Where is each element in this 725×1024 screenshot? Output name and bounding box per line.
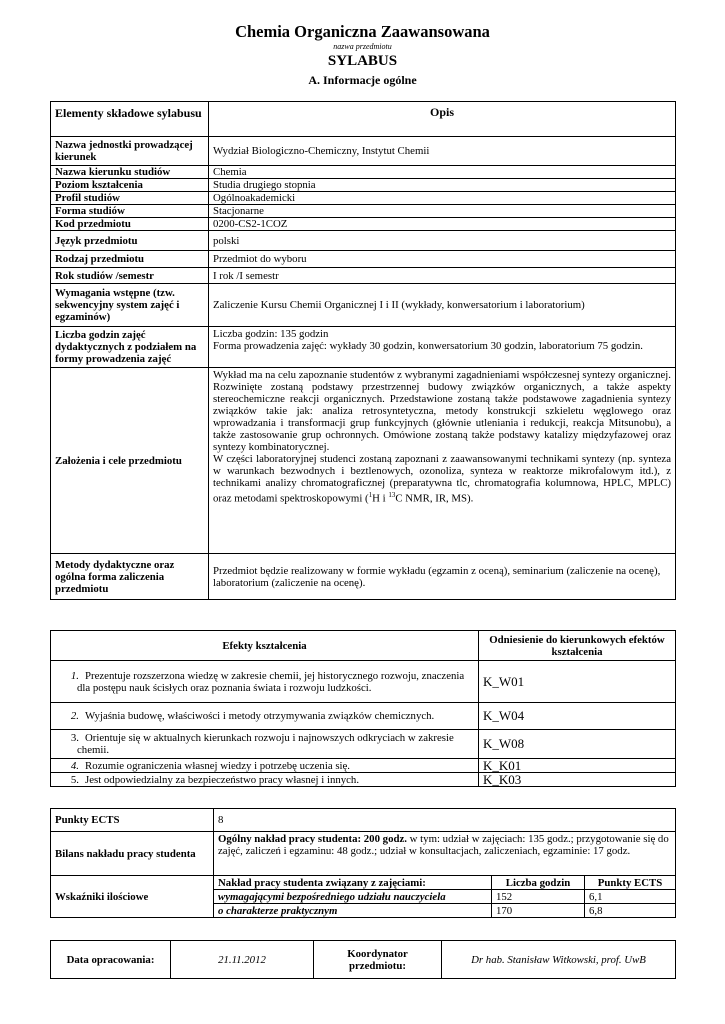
outcome-text: 4. Rozumie ograniczenia własnej wiedzy i potrzebę uczenia się. [51,759,479,773]
page-subtitle: nazwa przedmiotu [333,42,392,51]
row-value: 0200-CS2-1COZ [209,218,676,231]
row-value: Przedmiot będzie realizowany w formie wykładu (egzamin z oceną), seminarium (zaliczenie na ocenę), laboratorium (zaliczenie na ocenę). [209,554,676,600]
row-label: Nazwa jednostki prowadzącej kierunek [51,137,209,166]
outcome-text: 3. Orientuje się w aktualnych kierunkach rozwoju i najnowszych odkryciach w zakresie chemii. [51,730,479,759]
row-value: Stacjonarne [209,205,676,218]
ind-row-ects: 6,8 [585,904,676,918]
row-label: Profil studiów [51,192,209,205]
outcome-text: 5. Jest odpowiedzialny za bezpieczeństwo pracy własnej i innych. [51,773,479,787]
section-heading-a: A. Informacje ogólne [308,73,417,87]
outcome-ref: K_W08 [479,730,676,759]
indicators-label: Wskaźniki ilościowe [51,876,214,918]
ects-value: 8 [214,809,676,832]
row-label: Forma studiów [51,205,209,218]
coordinator-label: Koordynator przedmiotu: [314,941,442,979]
outcome-text: 2. Wyjaśnia budowę, właściwości i metody otrzymywania związków chemicznych. [51,703,479,730]
ind-row-label: o charakterze praktycznym [214,904,492,918]
row-value [209,327,676,368]
balance-label: Bilans nakładu pracy studenta [51,832,214,876]
ind-row-hours: 170 [492,904,585,918]
ind-head-col2: Liczba godzin [492,876,585,890]
header-desc: Opis [209,102,676,137]
row-value: Wydział Biologiczno-Chemiczny, Instytut Chemii [209,137,676,166]
header-ref: Odniesienie do kierunkowych efektów kształcenia [479,631,676,661]
outcome-ref: K_W04 [479,703,676,730]
row-label: Rodzaj przedmiotu [51,251,209,268]
row-value: polski [209,231,676,251]
outcome-ref: K_K03 [479,773,676,787]
row-value: Przedmiot do wyboru [209,251,676,268]
ind-head-col3: Punkty ECTS [585,876,676,890]
row-label: Poziom kształcenia [51,179,209,192]
ects-label: Punkty ECTS [51,809,214,832]
coordinator-value: Dr hab. Stanisław Witkowski, prof. UwB [442,941,676,979]
row-label: Liczba godzin zajęć dydaktycznych z podziałem na formy prowadzenia zajęć [51,327,209,368]
ind-head-col1: Nakład pracy studenta związany z zajęciami: [214,876,492,890]
ind-row-ects: 6,1 [585,890,676,904]
hours-breakdown: Forma prowadzenia zajęć: wykłady 30 godzin, konwersatorium 30 godzin, laboratorium 75 godzin. [213,340,643,352]
row-label: Metody dydaktyczne oraz ogólna forma zaliczenia przedmiotu [51,554,209,600]
footer-table [50,940,676,979]
balance-value: Ogólny nakład pracy studenta: 200 godz. w tym: udział w zajęciach: 135 godz.; przygotowanie się do zajęć, zaliczeń i egzaminu: 48 godz.; udział w konsultacjach, zaliczeniach, egzaminie: 17 godz. [214,832,676,876]
header-effects: Efekty kształcenia [51,631,479,661]
row-value: I rok /I semestr [209,268,676,284]
row-label: Rok studiów /semestr [51,268,209,284]
general-info-table [50,101,676,600]
row-value [209,368,676,554]
ind-row-label: wymagającymi bezpośredniego udziału nauczyciela [214,890,492,904]
row-value: Zaliczenie Kursu Chemii Organicznej I i II (wykłady, konwersatorium i laboratorium) [209,284,676,327]
date-value: 21.11.2012 [171,941,314,979]
outcome-ref: K_K01 [479,759,676,773]
page-title: Chemia Organiczna Zaawansowana [235,22,490,41]
goals-lecture: Wykład ma na celu zapoznanie studentów z wybranymi zagadnieniami współczesnej syntezy organicznej. Rozwinięte zostaną podstawy przestrzennej budowy związków organicznych, a także aspekty stereochemiczne reakcji organicznych. Przedstawione zostaną także podstawowe zagadnienia syntezy związków takie jak: analiza retrosyntetyczna, metody konstrukcji szkieletu węglowego oraz wprowadzania i transformacji grup funkcyjnych (głównie utleniania i redukcji, reakcja Mitsunobu), a także zastosowanie grup ochronnych. Omówione zostaną także podstawy katalizy międzyfazowej oraz syntezy kombinatorycznej. [213,369,671,453]
row-label: Wymagania wstępne (tzw. sekwencyjny system zajęć i egzaminów) [51,284,209,327]
row-label: Kod przedmiotu [51,218,209,231]
learning-outcomes-table [50,630,676,787]
row-value: Ogólnoakademicki [209,192,676,205]
row-label: Założenia i cele przedmiotu [51,368,209,554]
header-elements: Elementy składowe sylabusu [51,102,209,137]
row-label: Nazwa kierunku studiów [51,166,209,179]
document-type: SYLABUS [327,53,398,69]
outcome-ref: K_W01 [479,661,676,703]
ects-table [50,808,676,918]
date-label: Data opracowania: [51,941,171,979]
row-value: Chemia [209,166,676,179]
goals-lab: W części laboratoryjnej studenci zostaną zapoznani z zaawansowanymi technikami syntezy (np. synteza w warunkach bezwodnych i beztlenowych, ozonoliza, synteza w reaktorze mikrofalowym itd.), z technikami analizy chromatograficznej (preparatywna tlc, chromatografia kolumnowa, HPLC, MPLC) oraz metodami spektroskopowymi ($^1$H i $^{13}$C NMR, IR, MS). [213,453,671,505]
outcome-text: 1. Prezentuje rozszerzona wiedzę w zakresie chemii, jej historycznego rozwoju, znaczenia dla postępu nauk ścisłych oraz poznania świata i rozwoju ludzkości. [51,661,479,703]
row-label: Język przedmiotu [51,231,209,251]
hours-total: Liczba godzin: 135 godzin [213,328,329,340]
ind-row-hours: 152 [492,890,585,904]
row-value: Studia drugiego stopnia [209,179,676,192]
